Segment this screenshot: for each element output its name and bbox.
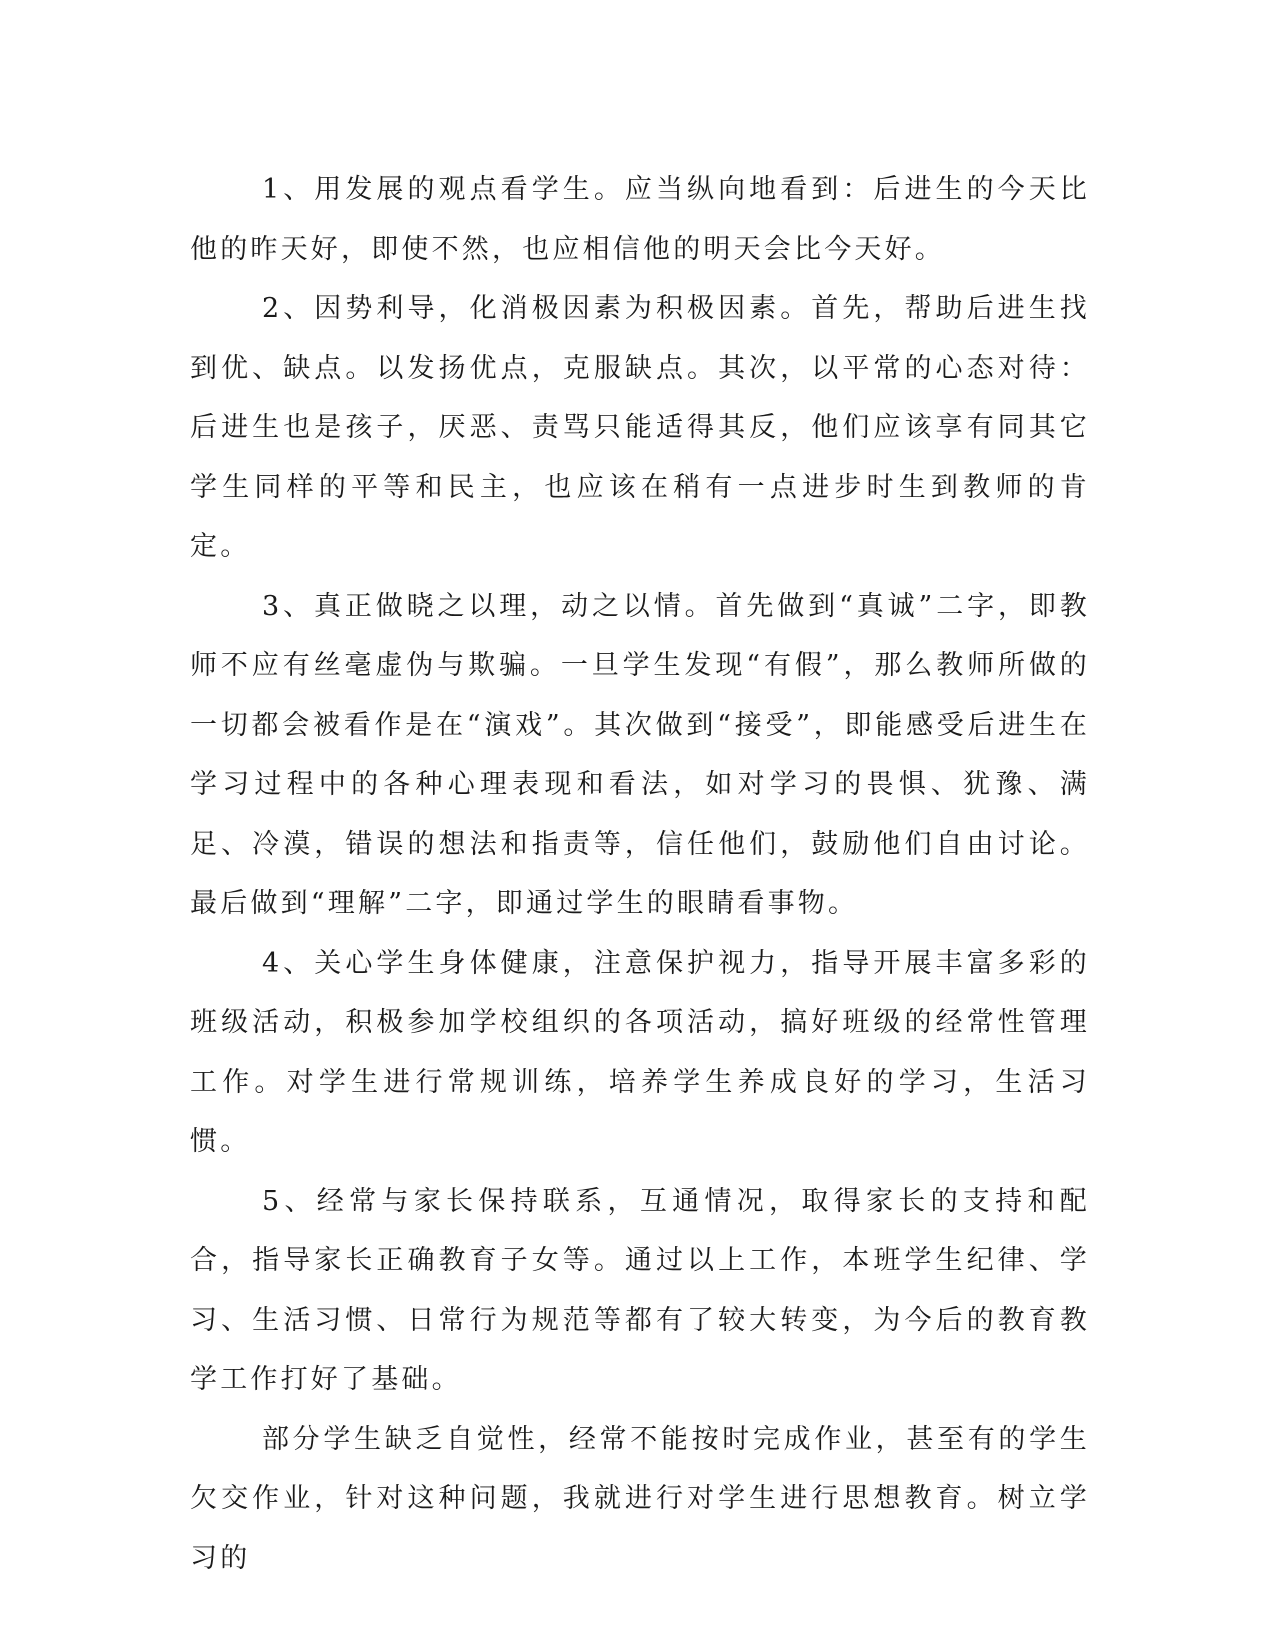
- paragraph-6: 部分学生缺乏自觉性，经常不能按时完成作业，甚至有的学生欠交作业，针对这种问题，我就进行对学生进行思想教育。树立学习的: [190, 1423, 1090, 1574]
- paragraph-1: 1、用发展的观点看学生。应当纵向地看到：后进生的今天比他的昨天好，即使不然，也应相信他的明天会比今天好。: [190, 174, 1090, 265]
- document-body: [190, 160, 1090, 1588]
- paragraph-4: 4、关心学生身体健康，注意保护视力，指导开展丰富多彩的班级活动，积极参加学校组织的各项活动，搞好班级的经常性管理工作。对学生进行常规训练，培养学生养成良好的学习，生活习惯。: [190, 947, 1090, 1157]
- paragraph-2: 2、因势利导，化消极因素为积极因素。首先，帮助后进生找到优、缺点。以发扬优点，克服缺点。其次，以平常的心态对待：后进生也是孩子，厌恶、责骂只能适得其反，他们应该享有同其它学生同样的平等和民主，也应该在稍有一点进步时生到教师的肯定。: [190, 293, 1090, 562]
- paragraph-3: 3、真正做晓之以理，动之以情。首先做到“真诚”二字，即教师不应有丝毫虚伪与欺骗。一旦学生发现“有假”，那么教师所做的一切都会被看作是在“演戏”。其次做到“接受”，即能感受后进生在学习过程中的各种心理表现和看法，如对学习的畏惧、犹豫、满足、冷漠，错误的想法和指责等，信任他们，鼓励他们自由讨论。最后做到“理解”二字，即通过学生的眼睛看事物。: [190, 590, 1090, 919]
- paragraph-5: 5、经常与家长保持联系，互通情况，取得家长的支持和配合，指导家长正确教育子女等。通过以上工作，本班学生纪律、学习、生活习惯、日常行为规范等都有了较大转变，为今后的教育教学工作打好了基础。: [190, 1185, 1090, 1395]
